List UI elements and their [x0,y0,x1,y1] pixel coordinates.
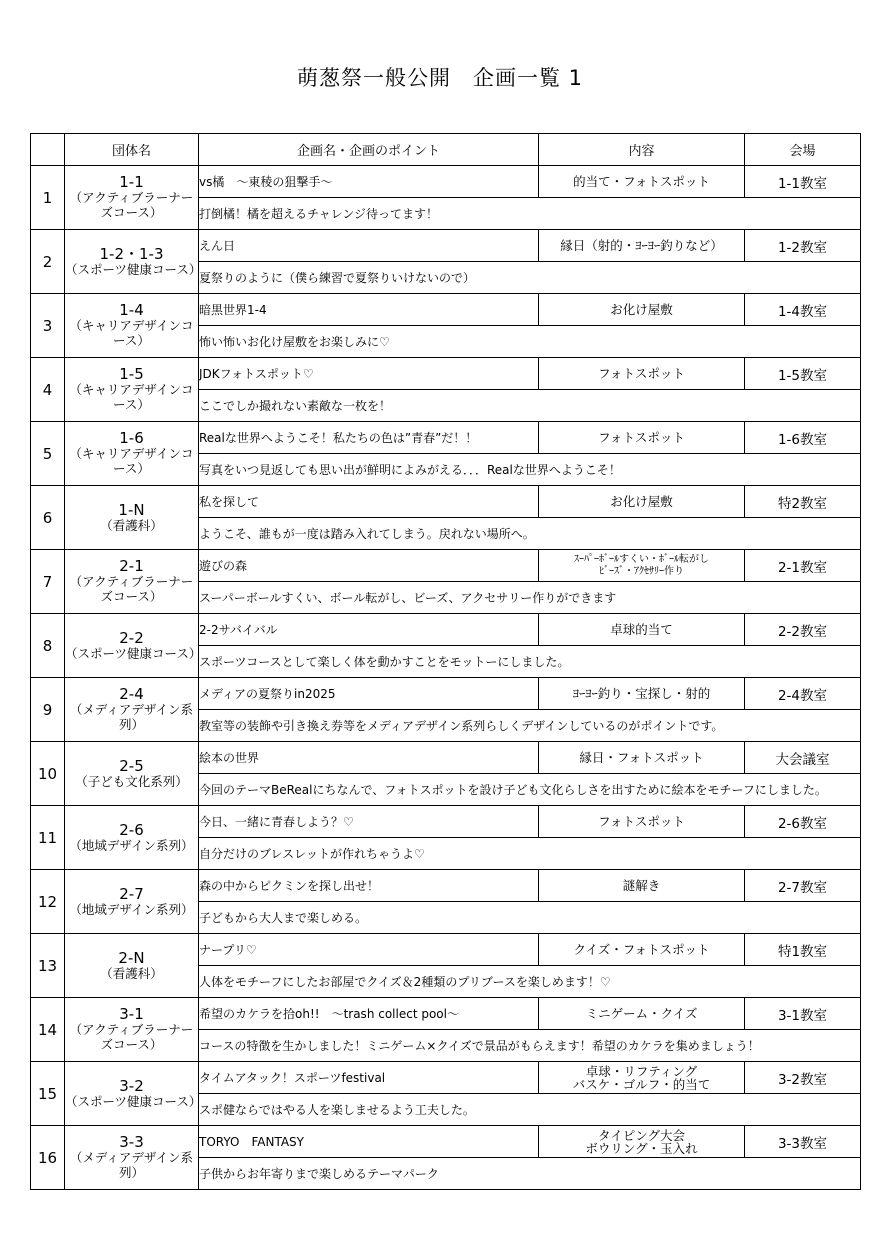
project-content: お化け屋敷 [539,486,745,518]
row-number: 3 [31,294,65,358]
project-point: 今回のテーマBeRealにちなんで、フォトスポットを設け子ども文化らしさを出すために絵本をモチーフにしました。 [199,774,861,806]
table-row [31,230,861,262]
page-title: 萌葱祭一般公開 企画一覧 1 [296,66,584,90]
group-code: 3-2 [119,1076,144,1095]
table-row [31,550,861,582]
table-row [31,1126,861,1158]
project-name: vs橘 ～東稜の狙撃手～ [199,166,539,198]
group-course: （子ども文化系列） [75,773,188,789]
header-project: 企画名・企画のポイント [199,134,539,166]
group-course: （アクティブラーナーズコース） [69,190,194,220]
project-venue: 2-7教室 [745,870,861,902]
project-name: タイムアタック！スポーツfestival [199,1062,539,1094]
project-content: フォトスポット [539,358,745,390]
project-point: スポーツコースとして楽しく体を動かすことをモットーにしました。 [199,646,861,678]
group-code: 1-1 [119,173,144,191]
project-content: フォトスポット [539,806,745,838]
group-code: 3-1 [119,1005,144,1023]
project-name: TORYO FANTASY [199,1126,539,1158]
project-content: フォトスポット [539,422,745,454]
project-point: スーパーボールすくい、ボール転がし、ビーズ、アクセサリー作りができます [199,582,861,614]
group-cell [65,870,199,934]
project-content: ﾖｰﾖｰ釣り・宝探し・射的 [539,678,745,710]
row-number: 9 [31,678,65,742]
row-number: 15 [31,1062,65,1126]
group-cell [65,486,199,550]
project-name: 今日、一緒に青春しよう？♡ [199,806,539,838]
row-number: 12 [31,870,65,934]
group-course: （キャリアデザインコース） [69,382,194,412]
project-content: 謎解き [539,870,745,902]
project-point: 自分だけのブレスレットが作れちゃうよ♡ [199,838,861,870]
group-course: （メディアデザイン系列） [69,702,194,732]
table-row [31,294,861,326]
row-number: 5 [31,422,65,486]
project-table [30,133,861,1190]
row-number: 1 [31,166,65,230]
group-course: （アクティブラーナーズコース） [69,1022,194,1052]
group-cell [65,998,199,1062]
project-name: 森の中からピクミンを探し出せ！ [199,870,539,902]
project-name: メディアの夏祭りin2025 [199,678,539,710]
row-number: 16 [31,1126,65,1190]
header-no [31,134,65,166]
group-code: 2-N [118,948,145,967]
project-name: JDKフォトスポット♡ [199,358,539,390]
project-venue: 3-2教室 [745,1062,861,1094]
project-name: 暗黒世界1-4 [199,294,539,326]
project-name: 私を探して [199,486,539,518]
project-point: 子供からお年寄りまで楽しめるテーマパーク [199,1158,861,1190]
row-number: 8 [31,614,65,678]
project-content: 卓球的当て [539,614,745,646]
group-cell [65,1126,199,1190]
row-number: 10 [31,742,65,806]
table-row [31,998,861,1030]
project-point: コースの特徴を生かしました！ミニゲーム×クイズで景品がもらえます！希望のカケラを集めましょう！ [199,1030,861,1062]
project-point: ここでしか撮れない素敵な一枚を！ [199,390,861,422]
row-number: 2 [31,230,65,294]
group-code: 3-3 [119,1133,144,1151]
table-row [31,806,861,838]
project-venue: 2-1教室 [745,550,861,582]
group-code: 1-4 [119,301,144,319]
table-row [31,870,861,902]
row-number: 13 [31,934,65,998]
project-name: 2-2サバイバル [199,614,539,646]
group-course: （地域デザイン系列） [69,901,194,917]
project-venue: 特2教室 [745,486,861,518]
project-point: 子どもから大人まで楽しめる。 [199,902,861,934]
group-cell [65,294,199,358]
header-group: 団体名 [65,134,199,166]
group-course: （キャリアデザインコース） [69,446,194,476]
project-name: 絵本の世界 [199,742,539,774]
group-course: （地域デザイン系列） [69,837,194,853]
table-row [31,166,861,198]
table-row [31,614,861,646]
group-cell [65,166,199,230]
table-row [31,1062,861,1094]
project-point: 打倒橘！橘を超えるチャレンジ待ってます！ [199,198,861,230]
group-course: （スポーツ健康コース） [65,261,202,277]
row-number: 14 [31,998,65,1062]
project-venue: 2-4教室 [745,678,861,710]
project-name: えん日 [199,230,539,262]
table-row [31,934,861,966]
project-venue: 1-5教室 [745,358,861,390]
group-course: （スポーツ健康コース） [65,645,202,661]
project-point: 怖い怖いお化け屋敷をお楽しみに♡ [199,326,861,358]
project-venue: 特1教室 [745,934,861,966]
table-row [31,358,861,390]
group-course: （アクティブラーナーズコース） [69,574,194,604]
group-code: 1-6 [119,429,144,447]
project-venue: 1-4教室 [745,294,861,326]
project-point: 教室等の装飾や引き換え券等をメディアデザイン系列らしくデザインしているのがポイントです。 [199,710,861,742]
project-content: お化け屋敷 [539,294,745,326]
group-course: （メディアデザイン系列） [69,1150,194,1180]
group-course: （看護科） [100,517,163,533]
project-point: 人体をモチーフにしたお部屋でクイズ＆2種類のプリブースを楽しめます！♡ [199,966,861,998]
group-cell [65,1062,202,1126]
project-content: ｽｰﾊﾟｰﾎﾞｰﾙすくい・ﾎﾞｰﾙ転がし ﾋﾞｰｽﾞ・ｱｸｾｻﾘｰ作り [539,550,745,582]
project-venue: 2-6教室 [745,806,861,838]
project-name: 希望のカケラを拾oh!! ～trash collect pool～ [199,998,539,1030]
project-name: ナープリ♡ [199,934,539,966]
header-content: 内容 [539,134,745,166]
row-number: 4 [31,358,65,422]
project-name: Realな世界へようこそ！私たちの色は”青春”だ！！ [199,422,539,454]
group-cell [65,742,199,806]
project-point: 夏祭りのように（僕ら練習で夏祭りいけないので） [199,262,861,294]
group-code: 2-5 [119,756,144,775]
project-venue: 1-2教室 [745,230,861,262]
group-cell [65,550,199,614]
project-content: タイピング大会 ボウリング・玉入れ [539,1126,745,1158]
project-venue: 1-1教室 [745,166,861,198]
table-row [31,422,861,454]
group-cell [65,614,202,678]
group-course: （スポーツ健康コース） [65,1093,202,1109]
table-row [31,742,861,774]
group-course: （キャリアデザインコース） [69,318,194,348]
group-cell [65,806,199,870]
project-point: 写真をいつ見返しても思い出が鮮明によみがえる．．．Realな世界へようこそ！ [199,454,861,486]
header-venue: 会場 [745,134,861,166]
group-code: 1-5 [119,365,144,383]
group-cell [65,422,199,486]
project-content: 縁日（射的・ﾖｰﾖｰ釣りなど） [539,230,745,262]
group-cell [65,358,199,422]
project-content: クイズ・フォトスポット [539,934,745,966]
project-content: 卓球・リフティング バスケ・ゴルフ・的当て [539,1062,745,1094]
project-point: スポ健ならではやる人を楽しませるよう工夫した。 [199,1094,861,1126]
project-venue: 3-1教室 [745,998,861,1030]
group-code: 2-4 [119,685,144,703]
group-code: 1-2・1-3 [99,244,164,263]
group-code: 1-N [118,500,145,519]
group-code: 2-1 [119,557,144,575]
group-code: 2-2 [119,628,144,647]
project-venue: 1-6教室 [745,422,861,454]
group-cell [65,678,199,742]
row-number: 7 [31,550,65,614]
table-header-row [31,134,861,166]
group-code: 2-6 [119,820,144,839]
table-body [31,166,861,1190]
project-venue: 2-2教室 [745,614,861,646]
row-number: 11 [31,806,65,870]
group-course: （看護科） [100,965,163,981]
project-point: ようこそ、誰もが一度は踏み入れてしまう。戻れない場所へ。 [199,518,861,550]
project-content: 縁日・フォトスポット [539,742,745,774]
table-row [31,486,861,518]
table-row [31,678,861,710]
group-code: 2-7 [119,884,144,903]
project-content: ミニゲーム・クイズ [539,998,745,1030]
project-content: 的当て・フォトスポット [539,166,745,198]
group-cell [65,934,199,998]
row-number: 6 [31,486,65,550]
group-cell [65,230,202,294]
project-venue: 大会議室 [745,742,861,774]
project-venue: 3-3教室 [745,1126,861,1158]
project-name: 遊びの森 [199,550,539,582]
